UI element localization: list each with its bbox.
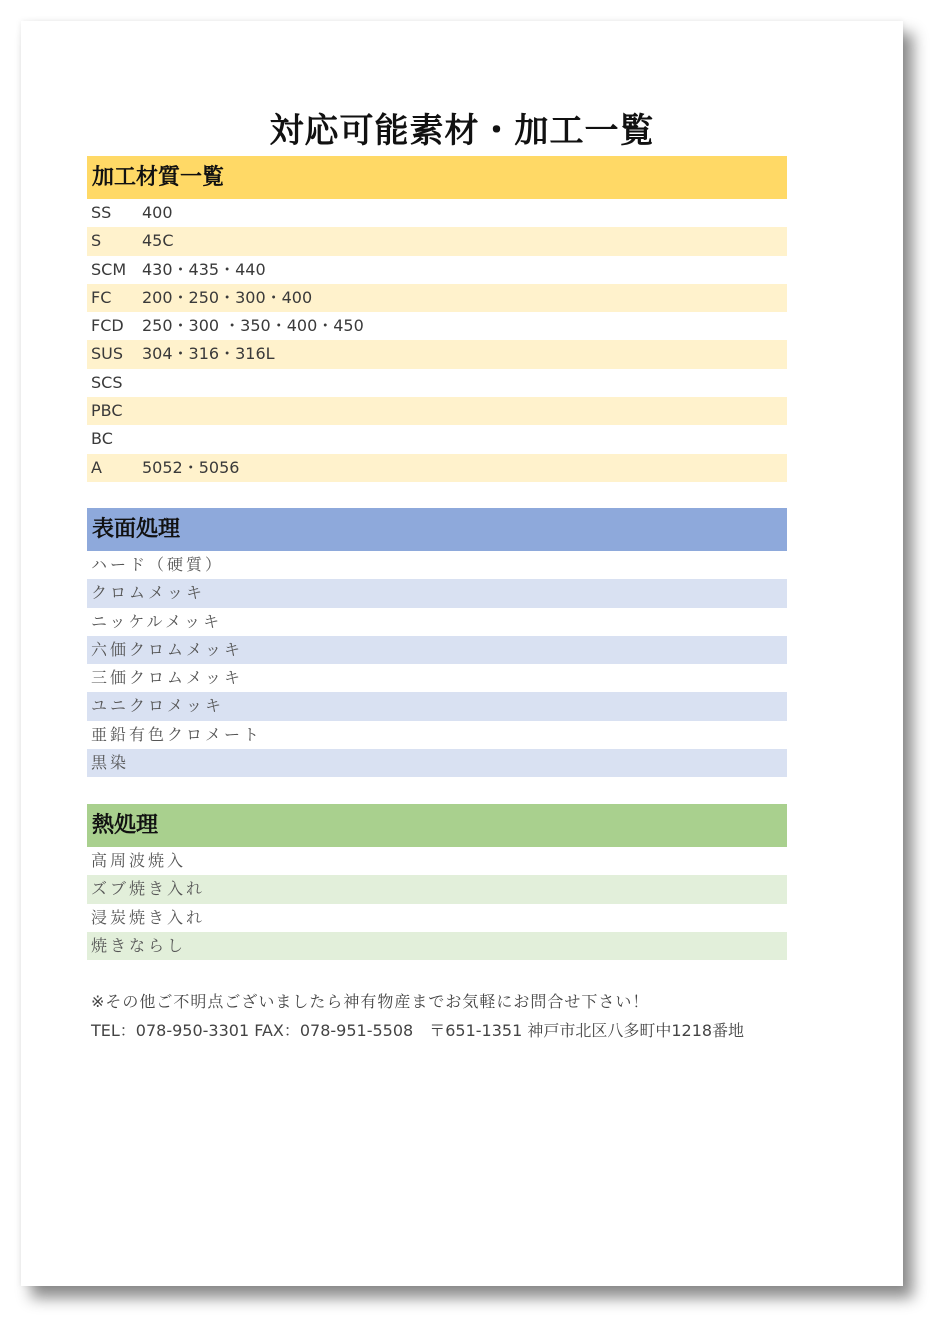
material-code: BC [91, 429, 113, 449]
table-row [87, 369, 787, 397]
table-row: 亜鉛有色クロメート [91, 724, 263, 744]
material-grades: 45C [142, 231, 174, 251]
table-row [87, 340, 787, 368]
table-row: ズブ焼き入れ [87, 875, 787, 903]
document-page [21, 21, 903, 1286]
table-row [87, 227, 787, 255]
table-row: 焼きならし [87, 932, 787, 960]
table-row: 高周波焼入 [91, 851, 187, 870]
heat-treatment-rows [87, 847, 787, 960]
material-grades: 250・300 ・350・400・450 [142, 316, 364, 336]
surface-treatment-table [87, 508, 787, 777]
table-row [87, 312, 787, 340]
table-row: 六価クロムメッキ [87, 636, 787, 664]
heat-treatment-header: 熱処理 [87, 804, 787, 847]
table-row [87, 454, 787, 482]
material-code: PBC [91, 401, 123, 421]
inquiry-note: ※その他ご不明点ございましたら神有物産までお気軽にお問合せ下さい！ [91, 992, 650, 1011]
table-row [87, 256, 787, 284]
material-code: S [91, 231, 102, 251]
table-row: 三価クロムメッキ [91, 668, 244, 688]
material-code: FC [91, 287, 112, 307]
table-row [87, 199, 787, 227]
table-row [87, 425, 787, 453]
table-row [87, 284, 787, 312]
material-code: SCS [91, 372, 123, 392]
contact-info: TEL：078-950-3301 FAX：078-951-5508 〒651-1351 神戸市北区八多町中1218番地 [91, 1021, 745, 1040]
surface-treatment-rows [87, 551, 787, 777]
material-grades: 430・435・440 [142, 259, 266, 279]
table-row: 黒染 [87, 749, 787, 777]
material-grades: 400 [142, 203, 173, 222]
surface-treatment-header: 表面処理 [87, 508, 787, 551]
material-code: SS [91, 203, 112, 222]
material-code: A [91, 457, 102, 477]
material-code: FCD [91, 316, 124, 336]
table-row: ハード（硬質） [91, 555, 225, 574]
material-code: SUS [91, 344, 124, 364]
material-code: SCM [91, 259, 127, 279]
material-grades: 5052・5056 [142, 457, 240, 477]
table-row [87, 397, 787, 425]
table-row: ニッケルメッキ [91, 611, 223, 631]
materials-rows [87, 199, 787, 482]
heat-treatment-table [87, 804, 787, 960]
table-row: ユニクロメッキ [87, 692, 787, 720]
page-title: 対応可能素材・加工一覧 [269, 111, 655, 151]
material-grades: 200・250・300・400 [142, 287, 313, 307]
table-row: クロムメッキ [87, 579, 787, 607]
table-row: 浸炭焼き入れ [91, 907, 206, 927]
material-grades: 304・316・316L [142, 344, 275, 364]
materials-table [87, 156, 787, 482]
materials-header: 加工材質一覧 [87, 156, 787, 199]
